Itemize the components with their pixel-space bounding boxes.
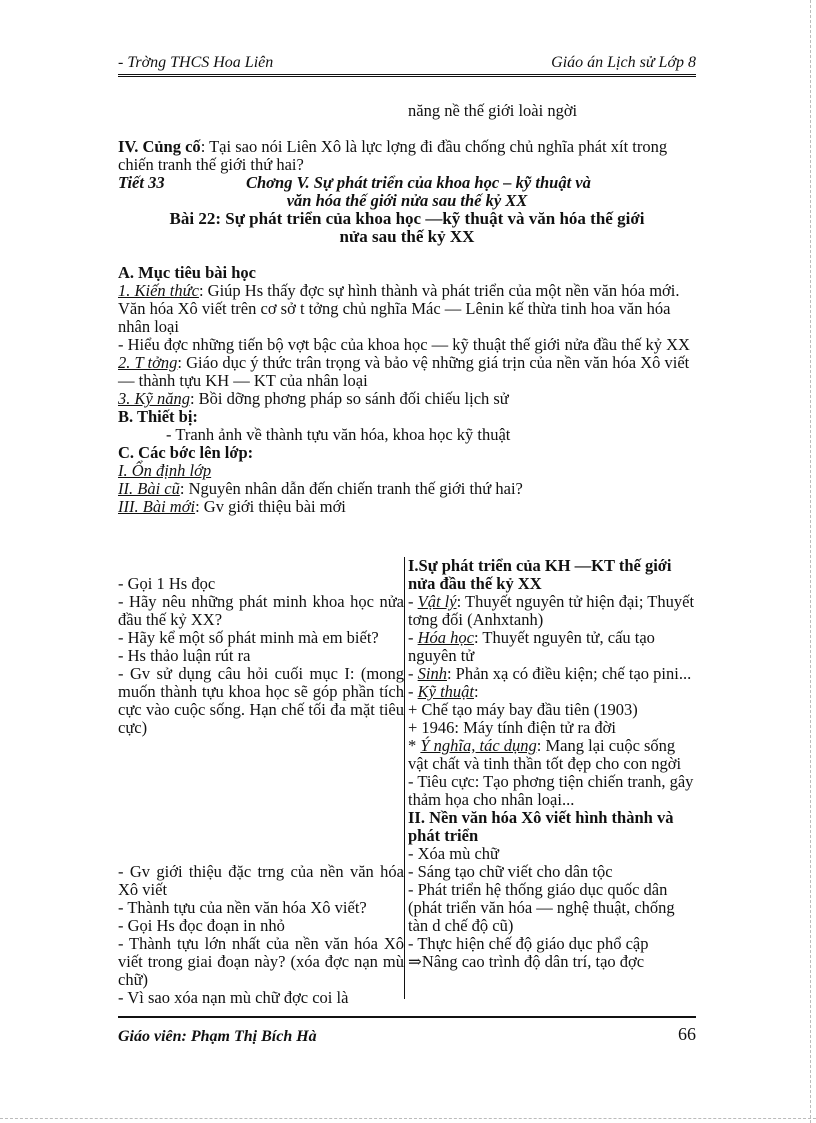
content-item: - Tiêu cực: Tạo phơng tiện chiến tranh, gây thảm họa cho nhân loại... bbox=[408, 772, 694, 809]
lesson-title-line2: nửa sau thế kỷ XX bbox=[339, 227, 475, 246]
content-item: - Kỹ thuật: bbox=[408, 682, 479, 701]
content-item: - Xóa mù chữ bbox=[408, 844, 499, 863]
lesson-title-line1: Bài 22: Sự phát triển của khoa học —kỹ thuật và văn hóa thế giới bbox=[169, 209, 645, 228]
crop-mark-bottom bbox=[0, 1118, 816, 1119]
content-item: ⇒Nâng cao trình độ dân trí, tạo đợc bbox=[408, 952, 645, 971]
lesson-columns bbox=[118, 557, 696, 1007]
consolidation-question: IV. Củng cố: Tại sao nói Liên Xô là lực lợng đi đầu chống chủ nghĩa phát xít trong chiến tranh thế giới thứ hai? bbox=[118, 137, 668, 174]
section-b-title: B. Thiết bị: bbox=[118, 407, 198, 426]
content-item: + Chế tạo máy bay đầu tiên (1903) bbox=[408, 700, 638, 719]
footer-rule bbox=[118, 1016, 696, 1018]
chapter-title-line1: Chơng V. Sự phát triển của khoa học – kỹ thuật và bbox=[246, 173, 591, 192]
content-item: - Sáng tạo chữ viết cho dân tộc bbox=[408, 862, 613, 881]
section-heading-1: I.Sự phát triển của KH —KT thế giới nửa đầu thế kỷ XX bbox=[408, 556, 672, 593]
continuation-line: năng nề thế giới loài ngời bbox=[408, 101, 578, 120]
new-lesson: III. Bài mới: Gv giới thiệu bài mới bbox=[118, 497, 346, 516]
page-number: 66 bbox=[678, 1024, 696, 1044]
knowledge-objective: 1. Kiến thức: Giúp Hs thấy đợc sự hình thành và phát triển của một nền văn hóa mới. Văn hóa Xô viết trên cơ sở t tởng chủ nghĩa Mác — Lênin kế thừa tinh hoa văn hóa nhân loại bbox=[118, 281, 680, 336]
header-school: - Trờng THCS Hoa Liên bbox=[118, 54, 274, 71]
document-body bbox=[118, 96, 696, 516]
knowledge-objective-2: - Hiểu đợc những tiến bộ vợt bậc của khoa học — kỹ thuật thế giới nửa đầu thế kỷ XX bbox=[118, 335, 690, 354]
content-item: - Hóa học: Thuyết nguyên tử, cấu tạo nguyên tử bbox=[408, 628, 655, 665]
content-item: - Thực hiện chế độ giáo dục phổ cập bbox=[408, 934, 649, 953]
lesson-number: Tiết 33 bbox=[118, 173, 165, 192]
activity-item: - Gọi 1 Hs đọc bbox=[118, 574, 216, 593]
teacher-activities-column bbox=[118, 575, 404, 1007]
content-item: + 1946: Máy tính điện tử ra đời bbox=[408, 718, 616, 737]
activity-item: - Hãy nêu những phát minh khoa học nửa đầu thế kỷ XX? bbox=[118, 592, 404, 629]
lesson-line bbox=[118, 174, 696, 192]
chapter-title-line2: văn hóa thế giới nửa sau thế kỷ XX bbox=[286, 191, 528, 210]
activity-item: - Gọi Hs đọc đoạn in nhỏ bbox=[118, 916, 285, 935]
header-subject: Giáo án Lịch sử Lớp 8 bbox=[551, 54, 696, 71]
column-divider bbox=[404, 557, 405, 999]
activity-item: - Thành tựu lớn nhất của nền văn hóa Xô viết trong giai đoạn này? (xóa đợc nạn mù chữ) bbox=[118, 934, 404, 989]
activity-item: - Gv giới thiệu đặc trng của nền văn hóa Xô viết bbox=[118, 862, 404, 899]
teacher-name: Giáo viên: Phạm Thị Bích Hà bbox=[118, 1028, 317, 1045]
content-item: - Phát triển hệ thống giáo dục quốc dân (phát triển văn hóa — nghệ thuật, chống tàn d chế độ cũ) bbox=[408, 880, 675, 935]
equipment-text: - Tranh ảnh về thành tựu văn hóa, khoa học kỹ thuật bbox=[166, 425, 511, 444]
section-heading-2: II. Nền văn hóa Xô viết hình thành và phát triển bbox=[408, 808, 674, 845]
content-item: * Ý nghĩa, tác dụng: Mang lại cuộc sống vật chất và tinh thần tốt đẹp cho con ngời bbox=[408, 736, 682, 773]
section-c-title: C. Các bớc lên lớp: bbox=[118, 443, 254, 462]
skill-objective: 3. Kỹ năng: Bồi dỡng phơng pháp so sánh đối chiếu lịch sử bbox=[118, 389, 509, 408]
content-item: - Sinh: Phản xạ có điều kiện; chế tạo pini... bbox=[408, 664, 692, 683]
activity-item: - Hãy kể một số phát minh mà em biết? bbox=[118, 628, 379, 647]
activity-item: - Gv sử dụng câu hỏi cuối mục I: (mong muốn thành tựu khoa học sẽ góp phần tích cực vào cuộc sống. Hạn chế tối đa mặt tiêu cực) bbox=[118, 664, 404, 737]
crop-mark-right bbox=[810, 0, 811, 1123]
activity-item: - Hs thảo luận rút ra bbox=[118, 646, 251, 665]
class-stabilization: I. Ổn định lớp bbox=[118, 461, 212, 480]
activity-item: - Thành tựu của nền văn hóa Xô viết? bbox=[118, 898, 367, 917]
header-rule bbox=[118, 74, 696, 77]
content-column bbox=[408, 557, 696, 971]
content-item: - Vật lý: Thuyết nguyên tử hiện đại; Thuyết tơng đối (Anhxtanh) bbox=[408, 592, 695, 629]
page-header bbox=[118, 50, 696, 76]
old-lesson: II. Bài cũ: Nguyên nhân dẫn đến chiến tranh thế giới thứ hai? bbox=[118, 479, 523, 498]
activity-item: - Vì sao xóa nạn mù chữ đợc coi là bbox=[118, 988, 349, 1007]
section-a-title: A. Mục tiêu bài học bbox=[118, 263, 256, 282]
attitude-objective: 2. T tởng: Giáo dục ý thức trân trọng và bảo vệ những giá trịn của nền văn hóa Xô viết — thành tựu KH — KT của nhân loại bbox=[118, 353, 690, 390]
